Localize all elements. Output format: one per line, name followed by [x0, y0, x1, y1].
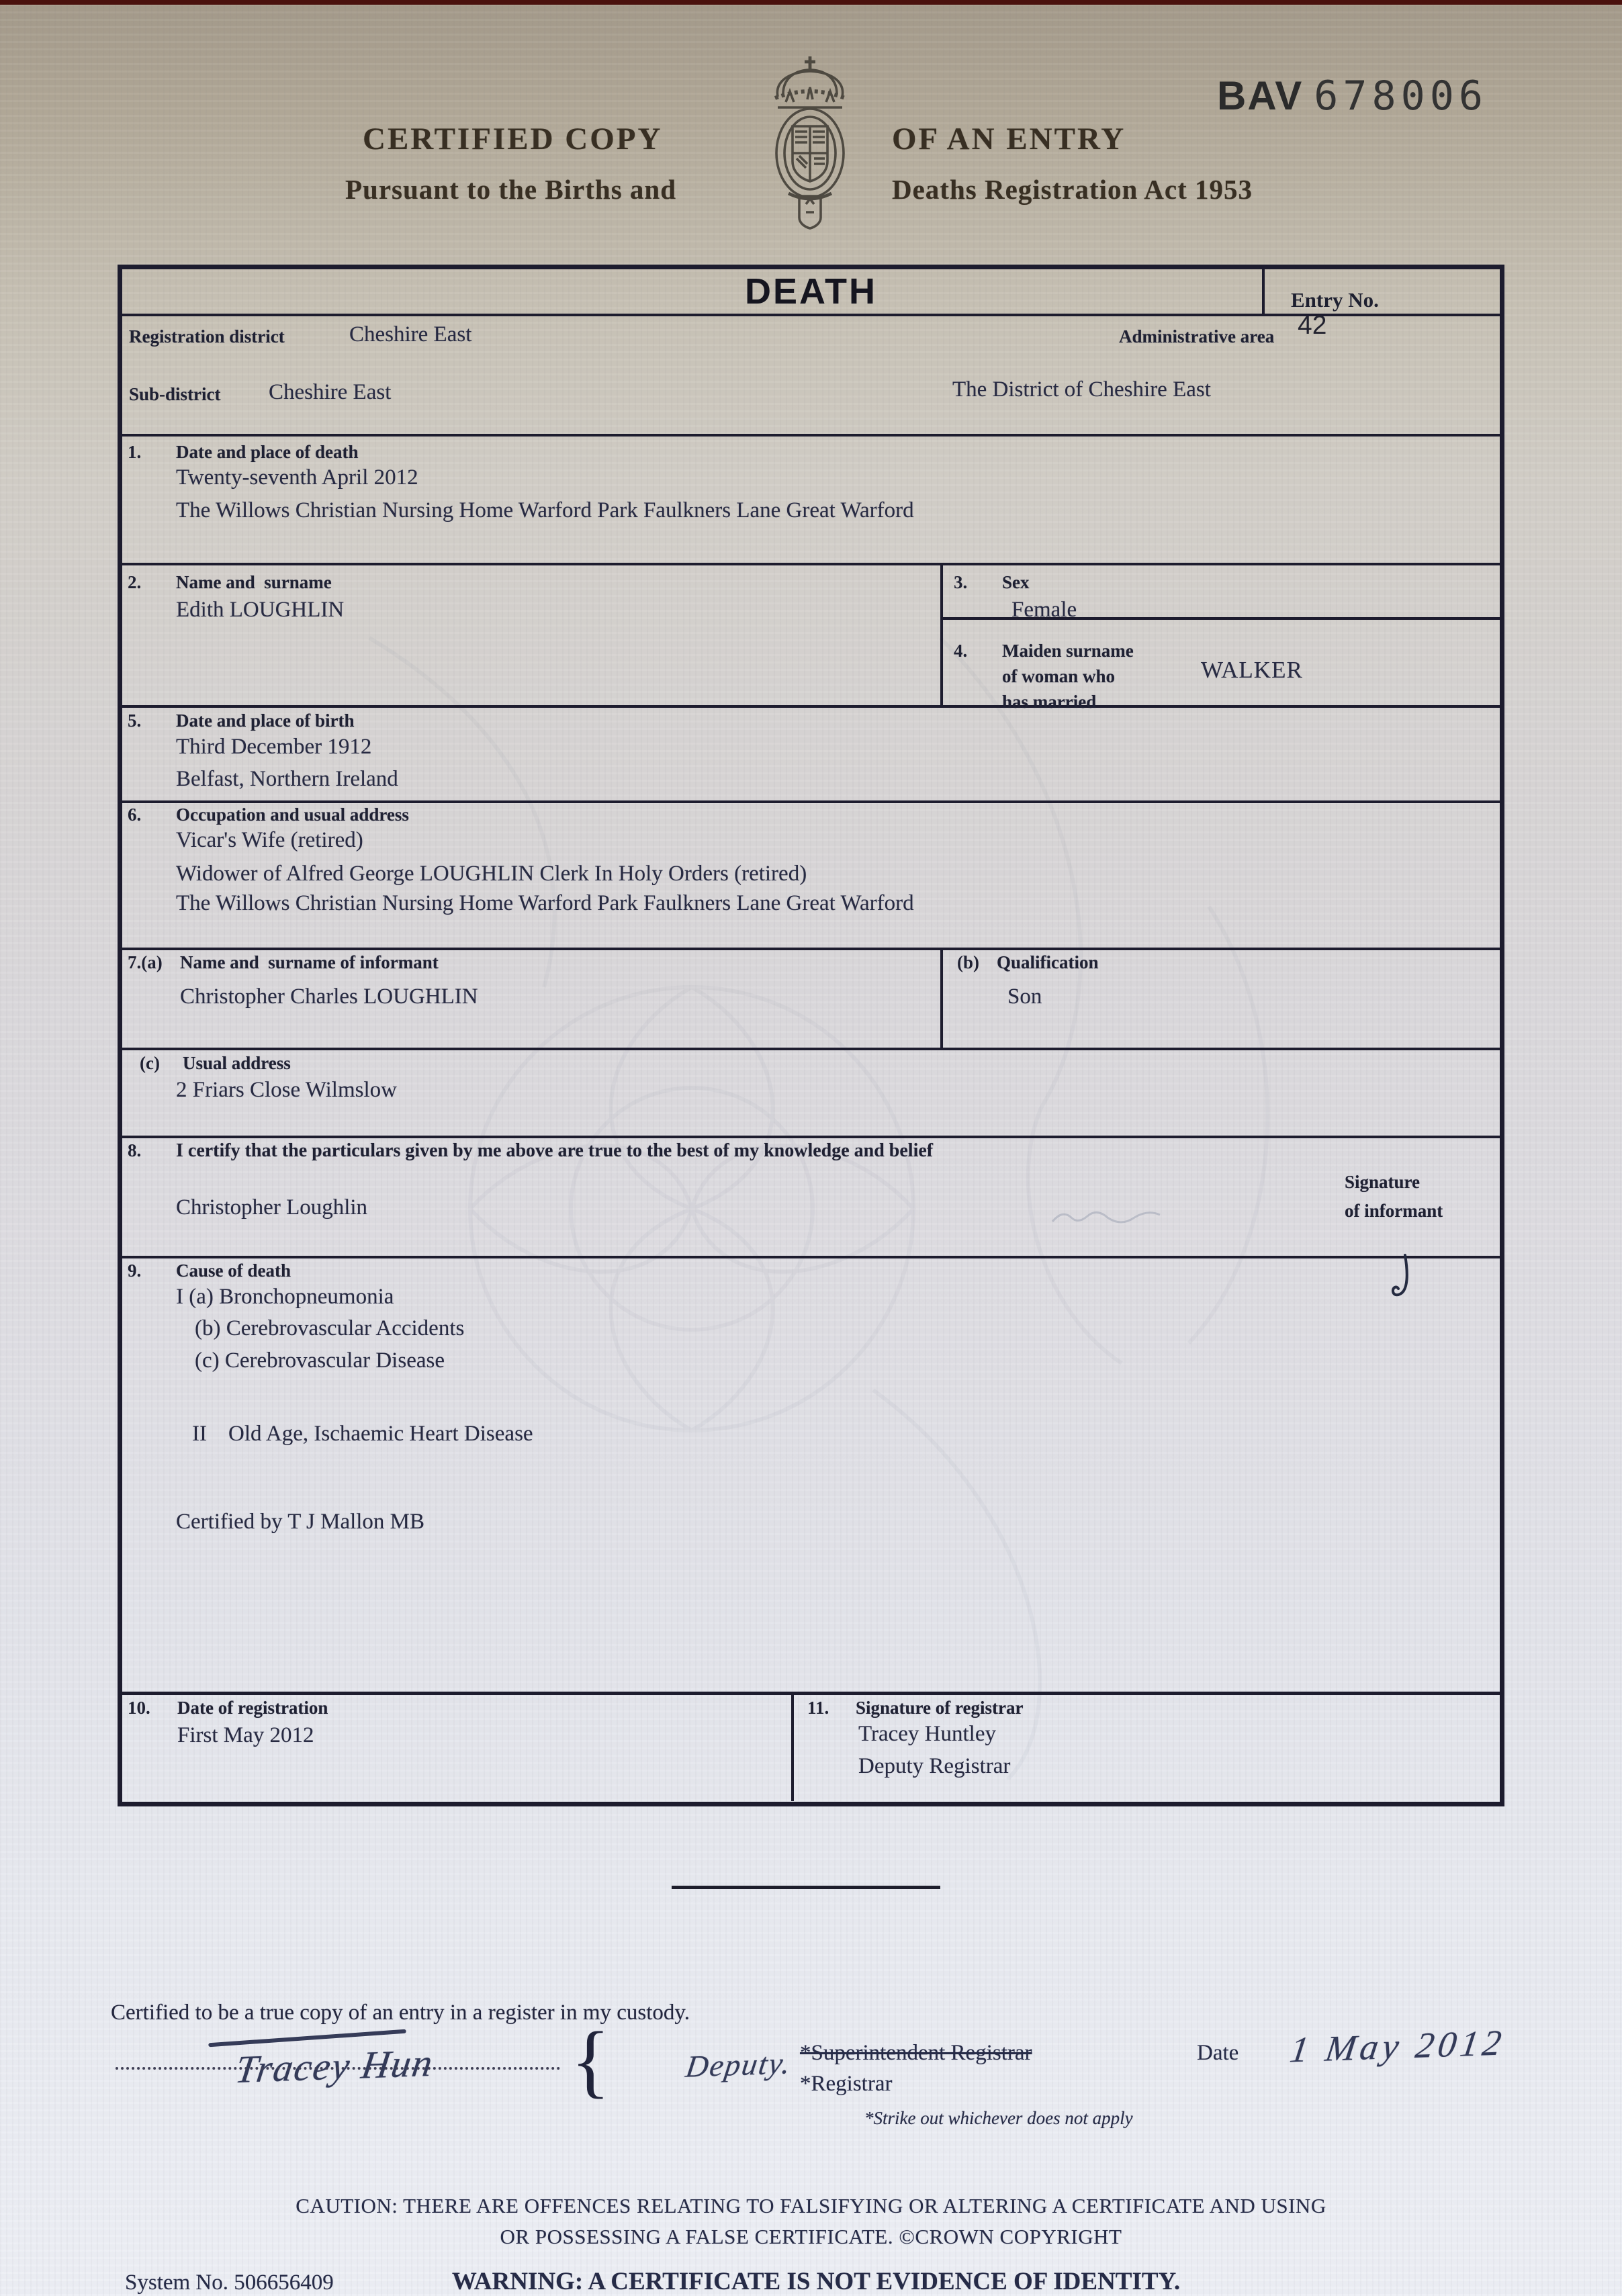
- rule: [122, 1256, 1500, 1258]
- field9-cause-line2: (b) Cerebrovascular Accidents: [195, 1316, 465, 1340]
- field6-number: 6.: [128, 805, 142, 825]
- caution-line2: OR POSSESSING A FALSE CERTIFICATE. ©CROWN COPYRIGHT: [500, 2225, 1122, 2248]
- field5-number: 5.: [128, 710, 142, 731]
- field7b-label: Qualification: [997, 952, 1099, 972]
- field11-label: Signature of registrar: [856, 1698, 1024, 1718]
- rule: [122, 948, 1500, 950]
- field4-value: WALKER: [1201, 657, 1303, 683]
- serial-prefix: BAV: [1217, 73, 1304, 119]
- signature-dotted-line: [116, 2044, 560, 2070]
- entry-no-block: [1275, 277, 1379, 351]
- rule: [122, 1048, 1500, 1050]
- sub-district-value: Cheshire East: [269, 380, 392, 404]
- field9-certifier: Certified by T J Mallon MB: [176, 1510, 425, 1534]
- date-handwriting: 1 May 2012: [1287, 2022, 1508, 2070]
- certified-true-copy-statement: Certified to be a true copy of an entry in a register in my custody.: [111, 2001, 690, 2025]
- sub-district-label: Sub-district: [129, 384, 221, 404]
- field4-label-line3: has married: [1002, 692, 1097, 712]
- header-title-left: CERTIFIED COPY: [363, 122, 663, 156]
- field7c-label: Usual address: [183, 1053, 291, 1073]
- signature-of-informant-label-line2: of informant: [1345, 1201, 1443, 1221]
- serial-digits: 678006: [1314, 73, 1488, 120]
- field5-value-line2: Belfast, Northern Ireland: [176, 767, 398, 791]
- field1-number: 1.: [128, 442, 142, 462]
- field9-cause-line3: (c) Cerebrovascular Disease: [195, 1348, 445, 1373]
- header-subtitle-right: Deaths Registration Act 1953: [892, 174, 1253, 205]
- field7a-value: Christopher Charles LOUGHLIN: [180, 984, 478, 1009]
- field7b-value: Son: [1007, 984, 1042, 1009]
- header-subtitle-left: Pursuant to the Births and: [345, 174, 677, 205]
- serial-number-block: [1206, 63, 1488, 130]
- registrar-label: *Registrar: [800, 2072, 893, 2096]
- entry-no-label: Entry No.: [1291, 288, 1379, 312]
- field6-value-line3: The Willows Christian Nursing Home Warford Park Faulkners Lane Great Warford: [176, 891, 914, 915]
- field4-label-line1: Maiden surname: [1002, 641, 1134, 661]
- administrative-area-value: The District of Cheshire East: [952, 377, 1211, 402]
- rule: [122, 1136, 1500, 1138]
- field2-label: Name and surname: [176, 572, 332, 592]
- deputy-handwriting: Deputy.: [684, 2046, 794, 2084]
- certificate-type-title: DEATH: [745, 271, 877, 312]
- caution-line1: CAUTION: THERE ARE OFFENCES RELATING TO FALSIFYING OR ALTERING A CERTIFICATE AND USING: [296, 2194, 1326, 2217]
- field4-label-line2: of woman who: [1002, 666, 1116, 686]
- field1-label: Date and place of death: [176, 442, 359, 462]
- field8-value: Christopher Loughlin: [176, 1195, 368, 1220]
- field9-label: Cause of death: [176, 1260, 291, 1281]
- certificate-table: [118, 265, 1504, 1806]
- field6-label: Occupation and usual address: [176, 805, 409, 825]
- field7a-number: 7.(a): [128, 952, 163, 972]
- registration-district-value: Cheshire East: [349, 322, 472, 347]
- strike-out-note: *Strike out whichever does not apply: [864, 2108, 1133, 2128]
- header-title-right: OF AN ENTRY: [892, 122, 1126, 156]
- identity-warning: WARNING: A CERTIFICATE IS NOT EVIDENCE OF IDENTITY.: [451, 2268, 1181, 2295]
- ink-hook-mark: [1388, 1254, 1414, 1301]
- field4-number: 4.: [954, 641, 968, 661]
- field1-value-line2: The Willows Christian Nursing Home Warford Park Faulkners Lane Great Warford: [176, 498, 914, 522]
- field7c-value: 2 Friars Close Wilmslow: [176, 1078, 397, 1102]
- field3-number: 3.: [954, 572, 968, 592]
- field1-value-line1: Twenty-seventh April 2012: [176, 465, 418, 490]
- field2-value: Edith LOUGHLIN: [176, 598, 345, 622]
- field9-cause-line1: I (a) Bronchopneumonia: [176, 1285, 394, 1309]
- rule: [122, 434, 1500, 437]
- registration-district-label: Registration district: [129, 326, 285, 347]
- field3-label: Sex: [1002, 572, 1030, 592]
- signature-of-informant-label-line1: Signature: [1345, 1172, 1421, 1192]
- system-number: System No. 506656409: [125, 2270, 334, 2295]
- field8-label: I certify that the particulars given by me above are true to the best of my knowledge and belief: [176, 1140, 934, 1161]
- rule: [791, 1692, 794, 1801]
- rule: [122, 563, 1500, 565]
- field5-value-line1: Third December 1912: [176, 735, 372, 759]
- informant-faint-signature-mark: [1049, 1201, 1163, 1228]
- brace-glyph: {: [571, 2015, 611, 2106]
- field8-number: 8.: [128, 1140, 142, 1160]
- rule: [122, 1692, 1500, 1695]
- field11-registrar-name: Tracey Huntley: [858, 1722, 996, 1746]
- administrative-area-label: Administrative area: [1119, 326, 1275, 347]
- rule: [940, 563, 943, 708]
- field6-value-line1: Vicar's Wife (retired): [176, 828, 363, 852]
- field3-value: Female: [1011, 598, 1077, 622]
- field9-cause-line4-text: Old Age, Ischaemic Heart Disease: [228, 1422, 533, 1447]
- field7c-number: (c): [140, 1053, 160, 1073]
- rule: [122, 705, 1500, 708]
- page-top-edge: [0, 0, 1622, 5]
- royal-crest-icon: [751, 54, 869, 236]
- field11-registrar-title: Deputy Registrar: [858, 1754, 1011, 1778]
- field6-value-line2: Widower of Alfred George LOUGHLIN Clerk In Holy Orders (retired): [176, 862, 807, 886]
- field7a-label: Name and surname of informant: [180, 952, 439, 972]
- field10-number: 10.: [128, 1698, 150, 1718]
- field7b-number: (b): [957, 952, 979, 972]
- superintendent-registrar-label-struck: *Superintendent Registrar: [800, 2041, 1032, 2065]
- registrar-signature-handwriting: Tracey Hun: [232, 2040, 437, 2092]
- field10-label: Date of registration: [177, 1698, 328, 1718]
- field2-number: 2.: [128, 572, 142, 592]
- field11-number: 11.: [807, 1698, 829, 1718]
- rule: [122, 800, 1500, 803]
- field9-number: 9.: [128, 1260, 142, 1281]
- date-label: Date: [1197, 2041, 1239, 2065]
- rule: [940, 948, 943, 1050]
- field5-label: Date and place of birth: [176, 710, 355, 731]
- entry-no-value: 42: [1298, 310, 1327, 340]
- separator-rule: [672, 1886, 940, 1889]
- field9-cause-line4: [176, 1411, 533, 1458]
- field10-value: First May 2012: [177, 1723, 314, 1747]
- field9-roman-numeral: II: [192, 1422, 207, 1447]
